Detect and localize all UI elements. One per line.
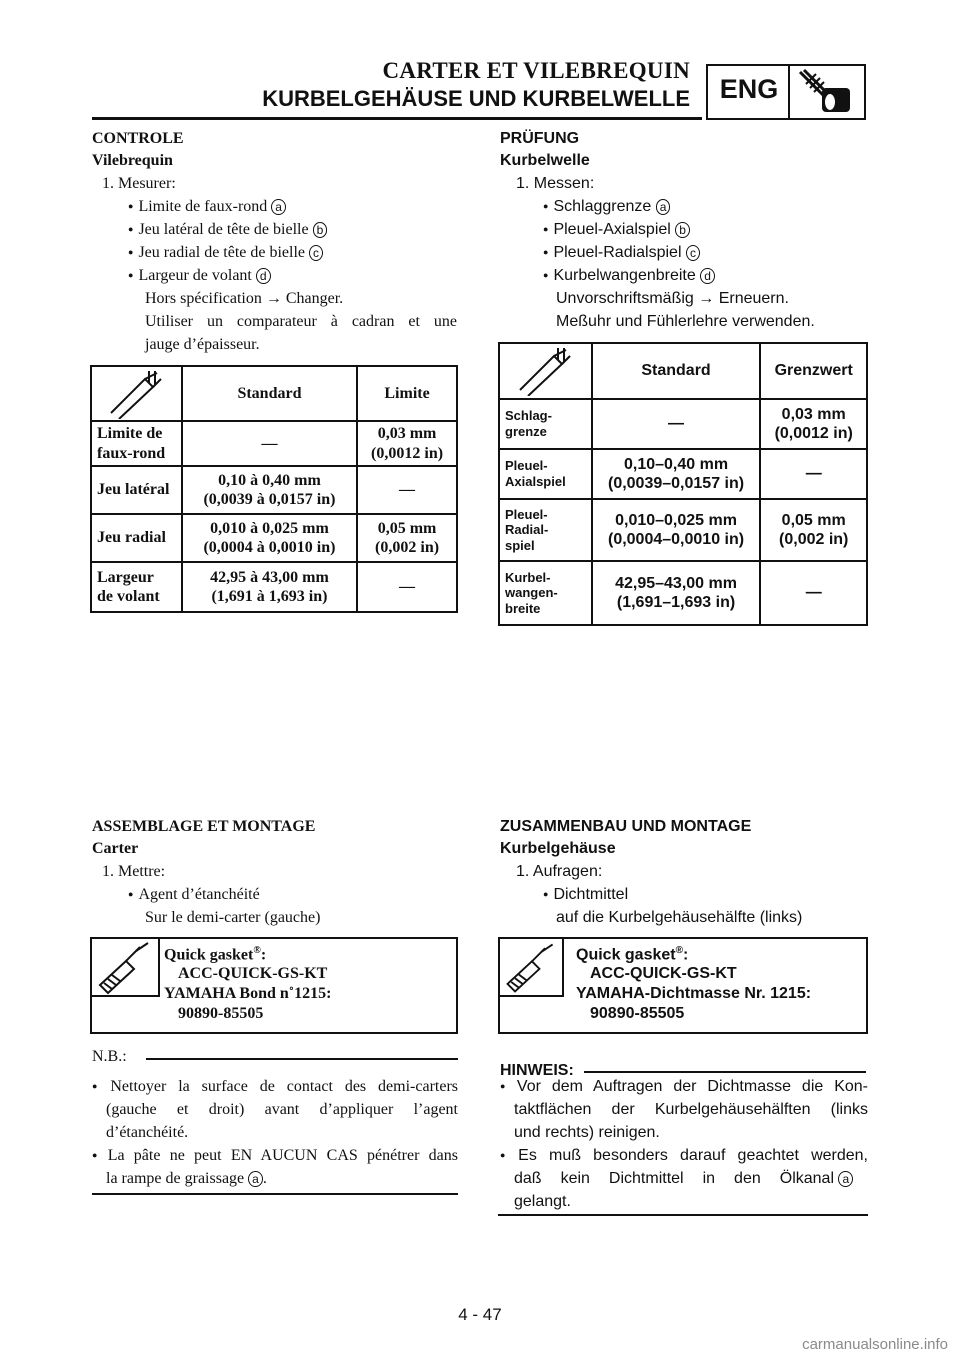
fr-sealant-bullet: ● Agent d’étanchéité [128, 886, 260, 904]
fr-sealant-box [90, 937, 458, 1034]
de-col-standard: Standard [592, 343, 761, 399]
tool-cell [500, 939, 564, 997]
de-box-line3: YAMAHA-Dichtmasse Nr. 1215: [576, 985, 812, 1002]
fr-section-title: CONTROLE [92, 130, 184, 147]
marker-a: a [838, 1171, 853, 1187]
marker-b: b [313, 222, 328, 238]
header-title-de: KURBELGEHÄUSE UND KURBELWELLE [262, 86, 690, 111]
sealant-tube-icon [92, 939, 158, 995]
de-spec-table [498, 342, 868, 626]
fr-nb-rule [146, 1058, 458, 1060]
marker-a: a [656, 199, 671, 215]
fr-note-line: la rampe de graissage a . [106, 1170, 267, 1187]
fr-note-line: ● Nettoyer la surface de contact des demi-carters [92, 1078, 458, 1096]
de-assembly-title: ZUSAMMENBAU UND MONTAGE [500, 818, 752, 835]
fr-bullet-item: ● Limite de faux-rond a [128, 198, 286, 216]
table-row: Jeu radial 0,010 à 0,025 mm (0,0004 à 0,0010 in) 0,05 mm (0,002 in) [91, 514, 457, 562]
fr-box-line2: ACC-QUICK-GS-KT [178, 965, 328, 982]
de-out-of-spec: Unvorschriftsmäßig → Erneuern. [556, 290, 789, 307]
tool-cell [92, 939, 160, 997]
table-row: Kurbel- wangen- breite 42,95–43,00 mm (1,691–1,693 in) — [499, 561, 867, 625]
fr-assembly-title: ASSEMBLAGE ET MONTAGE [92, 818, 316, 835]
eng-badge-label: ENG [719, 74, 779, 104]
de-sealant-where: auf die Kurbelgehäusehälfte (links) [556, 909, 803, 926]
de-bullet-item: ● Pleuel-Axialspiel b [543, 221, 690, 239]
fr-note-end-rule [92, 1193, 458, 1195]
table-row: Schlag- grenze — 0,03 mm (0,0012 in) [499, 399, 867, 449]
table-row: Largeur de volant 42,95 à 43,00 mm (1,691 à 1,693 in) — [91, 562, 457, 612]
fr-apply-step: 1. Mettre: [102, 863, 166, 880]
header-rule [92, 117, 702, 120]
caliper-gauge-icon [514, 346, 576, 396]
fr-col-limit: Limite [357, 366, 457, 421]
fr-carter-subtitle: Carter [92, 840, 139, 857]
de-sealant-bullet: ● Dichtmittel [543, 886, 628, 904]
de-bullet-item: ● Pleuel-Radialspiel c [543, 244, 700, 262]
marker-c: c [309, 245, 323, 261]
page-number: 4 - 47 [458, 1305, 502, 1324]
tool-cell [499, 343, 592, 399]
fr-note-line: ● La pâte ne peut EN AUCUN CAS pénétrer dans [92, 1147, 458, 1165]
de-bullet-item: ● Schlaggrenze a [543, 198, 670, 216]
fr-tools-line1: Utiliser un comparateur à cadran et une [145, 313, 457, 330]
de-note-line: ● Es muß besonders darauf geachtet werden, [500, 1147, 868, 1165]
marker-b: b [675, 222, 690, 238]
fr-box-line4: 90890-85505 [178, 1005, 264, 1022]
de-carter-subtitle: Kurbelgehäuse [500, 840, 616, 857]
table-row: Pleuel- Axialspiel 0,10–0,40 mm (0,0039–0,0157 in) — [499, 449, 867, 499]
fr-tools-line2: jauge d’épaisseur. [145, 336, 260, 353]
de-note-line: ● Vor dem Auftragen der Dichtmasse die Kon- [500, 1078, 868, 1096]
tool-cell [91, 366, 182, 421]
de-tools: Meßuhr und Fühlerlehre verwenden. [556, 313, 815, 330]
de-nb-rule [584, 1071, 866, 1073]
eng-badge-divider [788, 64, 790, 120]
de-note-line: daß kein Dichtmittel in den Ölkanal a [514, 1170, 868, 1188]
fr-bullet-item: ● Jeu latéral de tête de bielle b [128, 221, 327, 239]
marker-d: d [700, 268, 715, 284]
fr-sealant-where: Sur le demi-carter (gauche) [145, 909, 321, 926]
de-step: 1. Messen: [516, 175, 595, 192]
table-row: Limite de faux-rond — 0,03 mm (0,0012 in) [91, 421, 457, 466]
de-bullet-item: ● Kurbelwangenbreite d [543, 267, 715, 285]
fr-out-of-spec: Hors spécification → Changer. [145, 290, 344, 307]
de-section-title: PRÜFUNG [500, 130, 580, 147]
de-subtitle: Kurbelwelle [500, 152, 590, 169]
marker-d: d [256, 268, 271, 284]
fr-bullet-item: ● Largeur de volant d [128, 267, 271, 285]
fr-note-line: d’étanchéité. [106, 1124, 189, 1141]
sealant-tube-icon [500, 939, 562, 995]
marker-c: c [686, 245, 700, 261]
fr-note-line: (gauche et droit) avant d’appliquer l’agent [106, 1101, 458, 1118]
marker-a: a [271, 199, 286, 215]
de-apply-step: 1. Aufragen: [516, 863, 603, 880]
fr-nb-label: N.B.: [92, 1048, 127, 1065]
de-note-end-rule [498, 1214, 868, 1216]
de-sealant-box [498, 937, 868, 1034]
de-note-line: und rechts) reinigen. [514, 1124, 660, 1141]
de-note-line: taktflächen der Kurbelgehäusehälften (links [514, 1101, 868, 1118]
de-col-limit: Grenzwert [760, 343, 867, 399]
marker-a: a [248, 1171, 263, 1187]
fr-step: 1. Mesurer: [102, 175, 176, 192]
fr-bullet-item: ● Jeu radial de tête de bielle c [128, 244, 323, 262]
fr-box-line3: YAMAHA Bond n˚1215: [164, 985, 332, 1002]
de-nb-label: HINWEIS: [500, 1062, 574, 1079]
de-box-line1: Quick gasket®: [576, 945, 689, 964]
fr-box-line1: Quick gasket®: [164, 945, 267, 964]
fr-subtitle: Vilebrequin [92, 152, 173, 169]
fr-col-standard: Standard [182, 366, 357, 421]
engine-wrench-icon [792, 66, 864, 118]
table-row: Jeu latéral 0,10 à 0,40 mm (0,0039 à 0,0157 in) — [91, 466, 457, 514]
caliper-gauge-icon [105, 369, 167, 419]
de-note-line: gelangt. [514, 1193, 571, 1210]
table-row: Pleuel- Radial- spiel 0,010–0,025 mm (0,0004–0,0010 in) 0,05 mm (0,002 in) [499, 499, 867, 561]
fr-spec-table [90, 365, 458, 613]
de-box-line2: ACC-QUICK-GS-KT [590, 965, 737, 982]
de-box-line4: 90890-85505 [590, 1005, 685, 1022]
header-title-fr: CARTER ET VILEBREQUIN [382, 58, 690, 83]
watermark: carmanualsonline.info [802, 1336, 948, 1353]
